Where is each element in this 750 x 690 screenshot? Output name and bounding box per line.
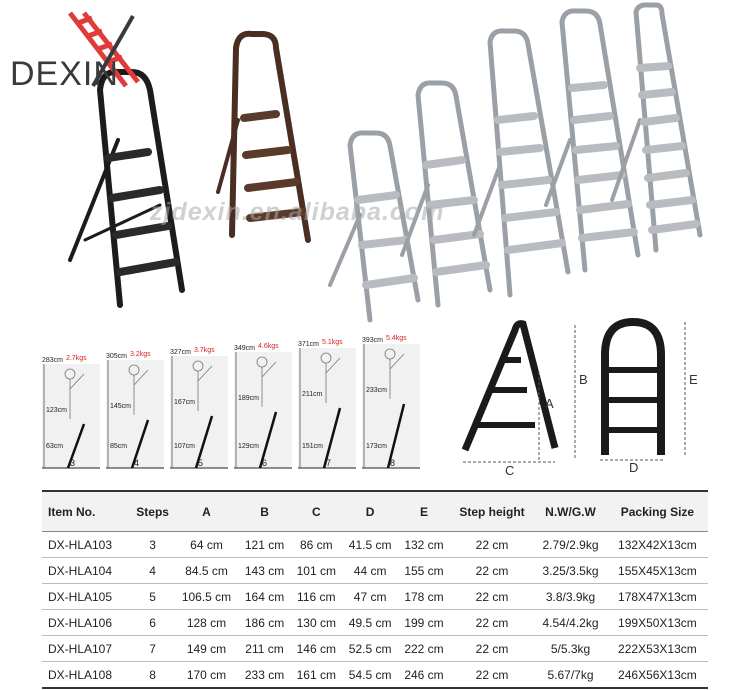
height-diagram-8 (362, 335, 420, 468)
column-header: E (398, 491, 450, 532)
table-cell: 3.25/3.5kg (534, 558, 607, 584)
table-cell: 101 cm (290, 558, 342, 584)
table-cell: 47 cm (342, 584, 398, 610)
column-header: Packing Size (607, 491, 708, 532)
reach-height-label: 283cm (42, 357, 64, 364)
table-cell: 132X42X13cm (607, 532, 708, 558)
lower-height-label: 129cm (238, 443, 260, 450)
table-cell: 5 (131, 584, 174, 610)
table-cell: 5/5.3kg (534, 636, 607, 662)
table-cell: 233 cm (239, 662, 291, 689)
dim-label-a: A (545, 396, 554, 411)
table-cell: 222X53X13cm (607, 636, 708, 662)
table-cell: 4 (131, 558, 174, 584)
brand-logo-text: DEXIN (10, 55, 119, 93)
table-row (42, 558, 708, 584)
step-count-label: 5 (198, 458, 204, 468)
weight-label: 5.4kgs (386, 335, 407, 342)
table-row (42, 662, 708, 689)
height-diagram-6 (234, 343, 292, 468)
table-cell: 246 cm (398, 662, 450, 689)
table-cell: 64 cm (174, 532, 238, 558)
side-view-diagram (463, 324, 588, 478)
upper-height-label: 189cm (238, 395, 260, 402)
table-cell: 22 cm (450, 584, 534, 610)
height-diagram-4 (106, 351, 164, 468)
table-cell: 170 cm (174, 662, 238, 689)
step-count-label: 3 (70, 458, 76, 468)
table-cell: 106.5 cm (174, 584, 238, 610)
height-diagram-3 (42, 355, 100, 468)
ladder-silver-5 (474, 31, 568, 295)
reach-height-label: 305cm (106, 353, 128, 360)
table-cell: DX-HLA106 (42, 610, 131, 636)
weight-label: 3.2kgs (130, 351, 151, 358)
table-row (42, 584, 708, 610)
table-cell: 2.79/2.9kg (534, 532, 607, 558)
upper-height-label: 145cm (110, 403, 132, 410)
table-cell: 211 cm (239, 636, 291, 662)
front-view-diagram (600, 322, 698, 475)
table-cell: 199 cm (398, 610, 450, 636)
table-cell: DX-HLA103 (42, 532, 131, 558)
table-cell: 84.5 cm (174, 558, 238, 584)
diagram-background (106, 360, 164, 468)
table-cell: 164 cm (239, 584, 291, 610)
lower-height-label: 173cm (366, 443, 388, 450)
table-cell: 22 cm (450, 610, 534, 636)
dim-label-d: D (629, 460, 639, 475)
table-cell: 52.5 cm (342, 636, 398, 662)
column-header: C (290, 491, 342, 532)
table-cell: 22 cm (450, 558, 534, 584)
dim-label-c: C (505, 463, 515, 478)
table-cell: 155X45X13cm (607, 558, 708, 584)
reach-height-label: 393cm (362, 337, 384, 344)
diagram-background (42, 364, 100, 468)
dim-label-e: E (689, 372, 698, 387)
table-cell: 3 (131, 532, 174, 558)
table-cell: 146 cm (290, 636, 342, 662)
table-cell: 116 cm (290, 584, 342, 610)
table-cell: DX-HLA105 (42, 584, 131, 610)
column-header: B (239, 491, 291, 532)
height-diagram-7 (298, 339, 356, 468)
table-row (42, 610, 708, 636)
weight-label: 3.7kgs (194, 347, 215, 354)
table-cell: 8 (131, 662, 174, 689)
weight-label: 5.1kgs (322, 339, 343, 346)
table-cell: 128 cm (174, 610, 238, 636)
table-cell: 130 cm (290, 610, 342, 636)
ladder-black (70, 72, 182, 305)
lower-height-label: 107cm (174, 443, 196, 450)
weight-label: 4.6kgs (258, 343, 279, 350)
upper-height-label: 167cm (174, 399, 196, 406)
table-cell: 222 cm (398, 636, 450, 662)
upper-height-label: 123cm (46, 407, 68, 414)
spec-table (42, 490, 708, 689)
column-header: Step height (450, 491, 534, 532)
table-body (42, 532, 708, 689)
reach-height-label: 327cm (170, 349, 192, 356)
table-cell: 22 cm (450, 662, 534, 689)
step-count-label: 8 (390, 458, 396, 468)
diagram-background (234, 352, 292, 468)
dim-label-b: B (579, 372, 588, 387)
column-header: Item No. (42, 491, 131, 532)
table-cell: 186 cm (239, 610, 291, 636)
table-cell: 246X56X13cm (607, 662, 708, 689)
column-header: D (342, 491, 398, 532)
table-cell: 178X47X13cm (607, 584, 708, 610)
table-cell: 22 cm (450, 532, 534, 558)
lower-height-label: 85cm (110, 443, 128, 450)
upper-height-label: 233cm (366, 387, 388, 394)
table-cell: 86 cm (290, 532, 342, 558)
step-count-label: 6 (262, 458, 268, 468)
step-count-label: 7 (326, 458, 332, 468)
table-cell: 155 cm (398, 558, 450, 584)
ladder-silver-7 (612, 5, 700, 250)
upper-height-label: 211cm (302, 391, 323, 398)
table-cell: 5.67/7kg (534, 662, 607, 689)
table-cell: 149 cm (174, 636, 238, 662)
weight-label: 2.7kgs (66, 355, 87, 362)
table-cell: 121 cm (239, 532, 291, 558)
table-cell: 22 cm (450, 636, 534, 662)
table-cell: 3.8/3.9kg (534, 584, 607, 610)
reach-height-label: 349cm (234, 345, 256, 352)
table-header-row (42, 491, 708, 532)
column-header: N.W/G.W (534, 491, 607, 532)
step-count-label: 4 (134, 458, 140, 468)
lower-height-label: 63cm (46, 443, 64, 450)
table-cell: 4.54/4.2kg (534, 610, 607, 636)
diagram-background (298, 348, 356, 468)
table-cell: DX-HLA108 (42, 662, 131, 689)
table-row (42, 636, 708, 662)
table-cell: 143 cm (239, 558, 291, 584)
table-cell: 54.5 cm (342, 662, 398, 689)
table-cell: 199X50X13cm (607, 610, 708, 636)
table-cell: 178 cm (398, 584, 450, 610)
table-cell: 49.5 cm (342, 610, 398, 636)
table-cell: 132 cm (398, 532, 450, 558)
table-cell: DX-HLA107 (42, 636, 131, 662)
table-cell: 6 (131, 610, 174, 636)
table-cell: 7 (131, 636, 174, 662)
table-cell: 44 cm (342, 558, 398, 584)
table-cell: 41.5 cm (342, 532, 398, 558)
table-cell: 161 cm (290, 662, 342, 689)
dimension-diagrams (455, 310, 745, 480)
diagram-background (170, 356, 228, 468)
watermark: zjdexin.en.alibaba.com (150, 198, 445, 226)
column-header: Steps (131, 491, 174, 532)
column-header: A (174, 491, 238, 532)
lower-height-label: 151cm (302, 443, 324, 450)
table-row (42, 532, 708, 558)
reach-height-label: 371cm (298, 341, 320, 348)
height-diagrams (40, 335, 440, 480)
table-cell: DX-HLA104 (42, 558, 131, 584)
height-diagram-5 (170, 347, 228, 468)
